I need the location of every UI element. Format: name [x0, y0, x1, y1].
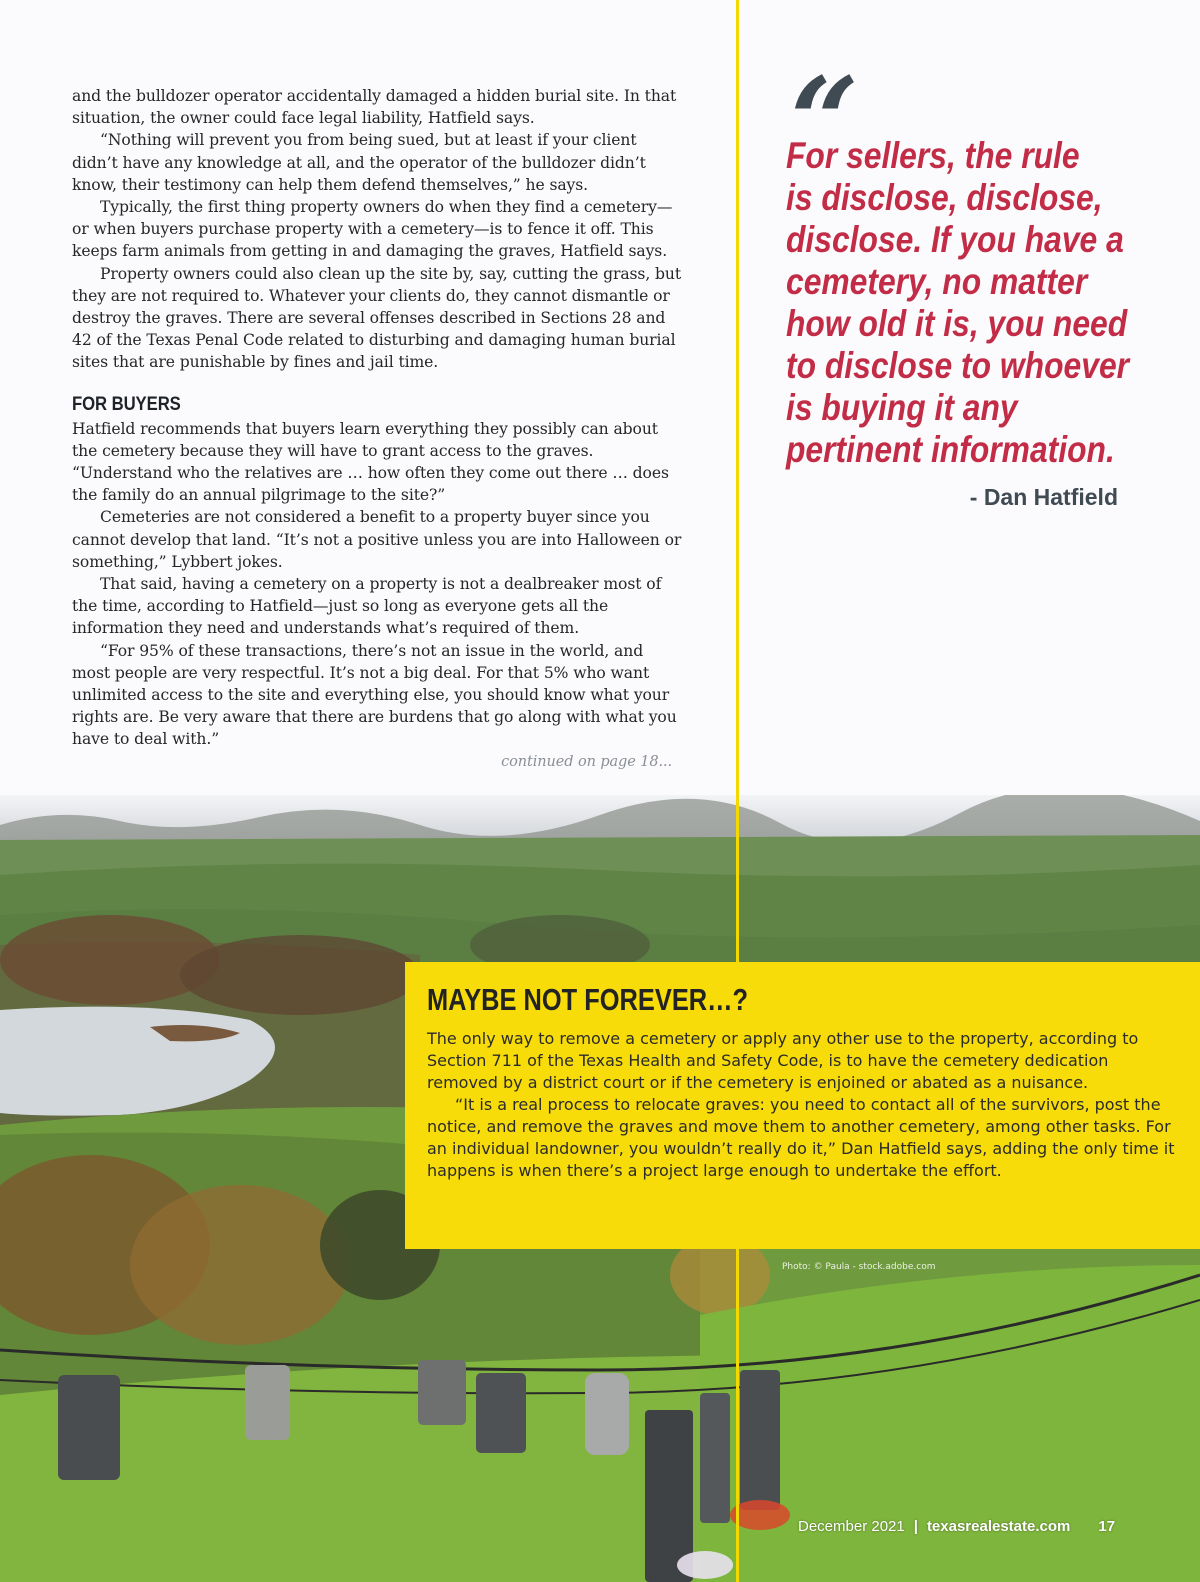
article-paragraph: Cemeteries are not considered a benefit to a property buyer since you cannot develop that land. “It’s not a positive unless you are into Halloween or something,” Lybbert jokes. — [72, 508, 682, 571]
pull-quote-line: how old it is, you need — [786, 303, 1128, 344]
quotation-mark-icon: “ — [790, 51, 860, 192]
section-heading-for-buyers: FOR BUYERS — [72, 393, 181, 415]
sidebar-paragraph: “It is a real process to relocate graves: you need to contact all of the survivors, post the notice, and remove the graves and move them to another cemetery, among other tasks. For an individual landowner, you wouldn’t really do it,” Dan Hatfield says, adding the only time it happens is when there’s a project large enough to undertake the effort. — [427, 1095, 1175, 1180]
article-body — [72, 85, 682, 773]
article-paragraph: Property owners could also clean up the site by, say, cutting the grass, but they are not required to. Whatever your clients do, they cannot dismantle or destroy the graves. There are several offenses described in Sections 28 and 42 of the Texas Penal Code related to disturbing and damaging human burial sites that are punishable by fines and jail time. — [72, 264, 682, 372]
photo-credit: Photo: © Paula - stock.adobe.com — [782, 1262, 936, 1272]
website-link[interactable]: texasrealestate.com — [926, 1517, 1071, 1535]
article-paragraph: Typically, the first thing property owners do when they find a cemetery—or when buyers purchase property with a cemetery—is to fence it off. This keeps farm animals from getting in and damaging the graves, Hatfield says. — [72, 198, 673, 261]
article-paragraph: Hatfield recommends that buyers learn everything they possibly can about the cemetery because they will have to grant access to the graves. “Understand who the relatives are … how often they come out there … does the family do an annual pilgrimage to the site?” — [72, 419, 669, 505]
page-footer — [798, 1514, 1128, 1538]
article-paragraph: “Nothing will prevent you from being sued, but at least if your client didn’t have any knowledge at all, and the operator of the bulldozer didn’t know, their testimony can help them defend themselves,” he says. — [72, 131, 646, 194]
pull-quote — [786, 135, 1130, 471]
pull-quote-line: is disclose, disclose, — [786, 177, 1103, 218]
pull-quote-line: For sellers, the rule — [786, 135, 1080, 176]
continued-link[interactable]: continued on page 18... — [501, 753, 672, 770]
footer-separator: | — [913, 1517, 918, 1535]
vertical-divider — [736, 0, 739, 1582]
sidebar-paragraph: The only way to remove a cemetery or apply any other use to the property, according to Section 711 of the Texas Health and Safety Code, is to have the cemetery dedication removed by a district court or if the cemetery is enjoined or abated as a nuisance. — [427, 1029, 1139, 1092]
quote-attribution: - Dan Hatfield — [969, 484, 1118, 510]
article-paragraph: and the bulldozer operator accidentally damaged a hidden burial site. In that situation, the owner could face legal liability, Hatfield says. — [72, 87, 677, 128]
page-number: 17 — [1098, 1517, 1116, 1535]
pull-quote-line: is buying it any — [786, 387, 1018, 428]
article-paragraph: “For 95% of these transactions, there’s not an issue in the world, and most people are very respectful. It’s not a big deal. For that 5% who want unlimited access to the site and everything else, you should know what your rights are. Be very aware that there are burdens that go along with what you have to deal with.” — [72, 641, 677, 749]
sidebar-box — [405, 962, 1200, 1249]
pull-quote-line: to disclose to whoever — [786, 345, 1130, 386]
pull-quote-line: cemetery, no matter — [786, 261, 1088, 302]
pull-quote-line: pertinent information. — [786, 429, 1115, 470]
article-paragraph: That said, having a cemetery on a property is not a dealbreaker most of the time, according to Hatfield—just so long as everyone gets all the information they need and understands what’s required of them. — [72, 575, 662, 638]
pull-quote-line: disclose. If you have a — [786, 219, 1124, 260]
issue-date: December 2021 — [798, 1517, 905, 1535]
sidebar-title: MAYBE NOT FOREVER…? — [427, 982, 749, 1017]
